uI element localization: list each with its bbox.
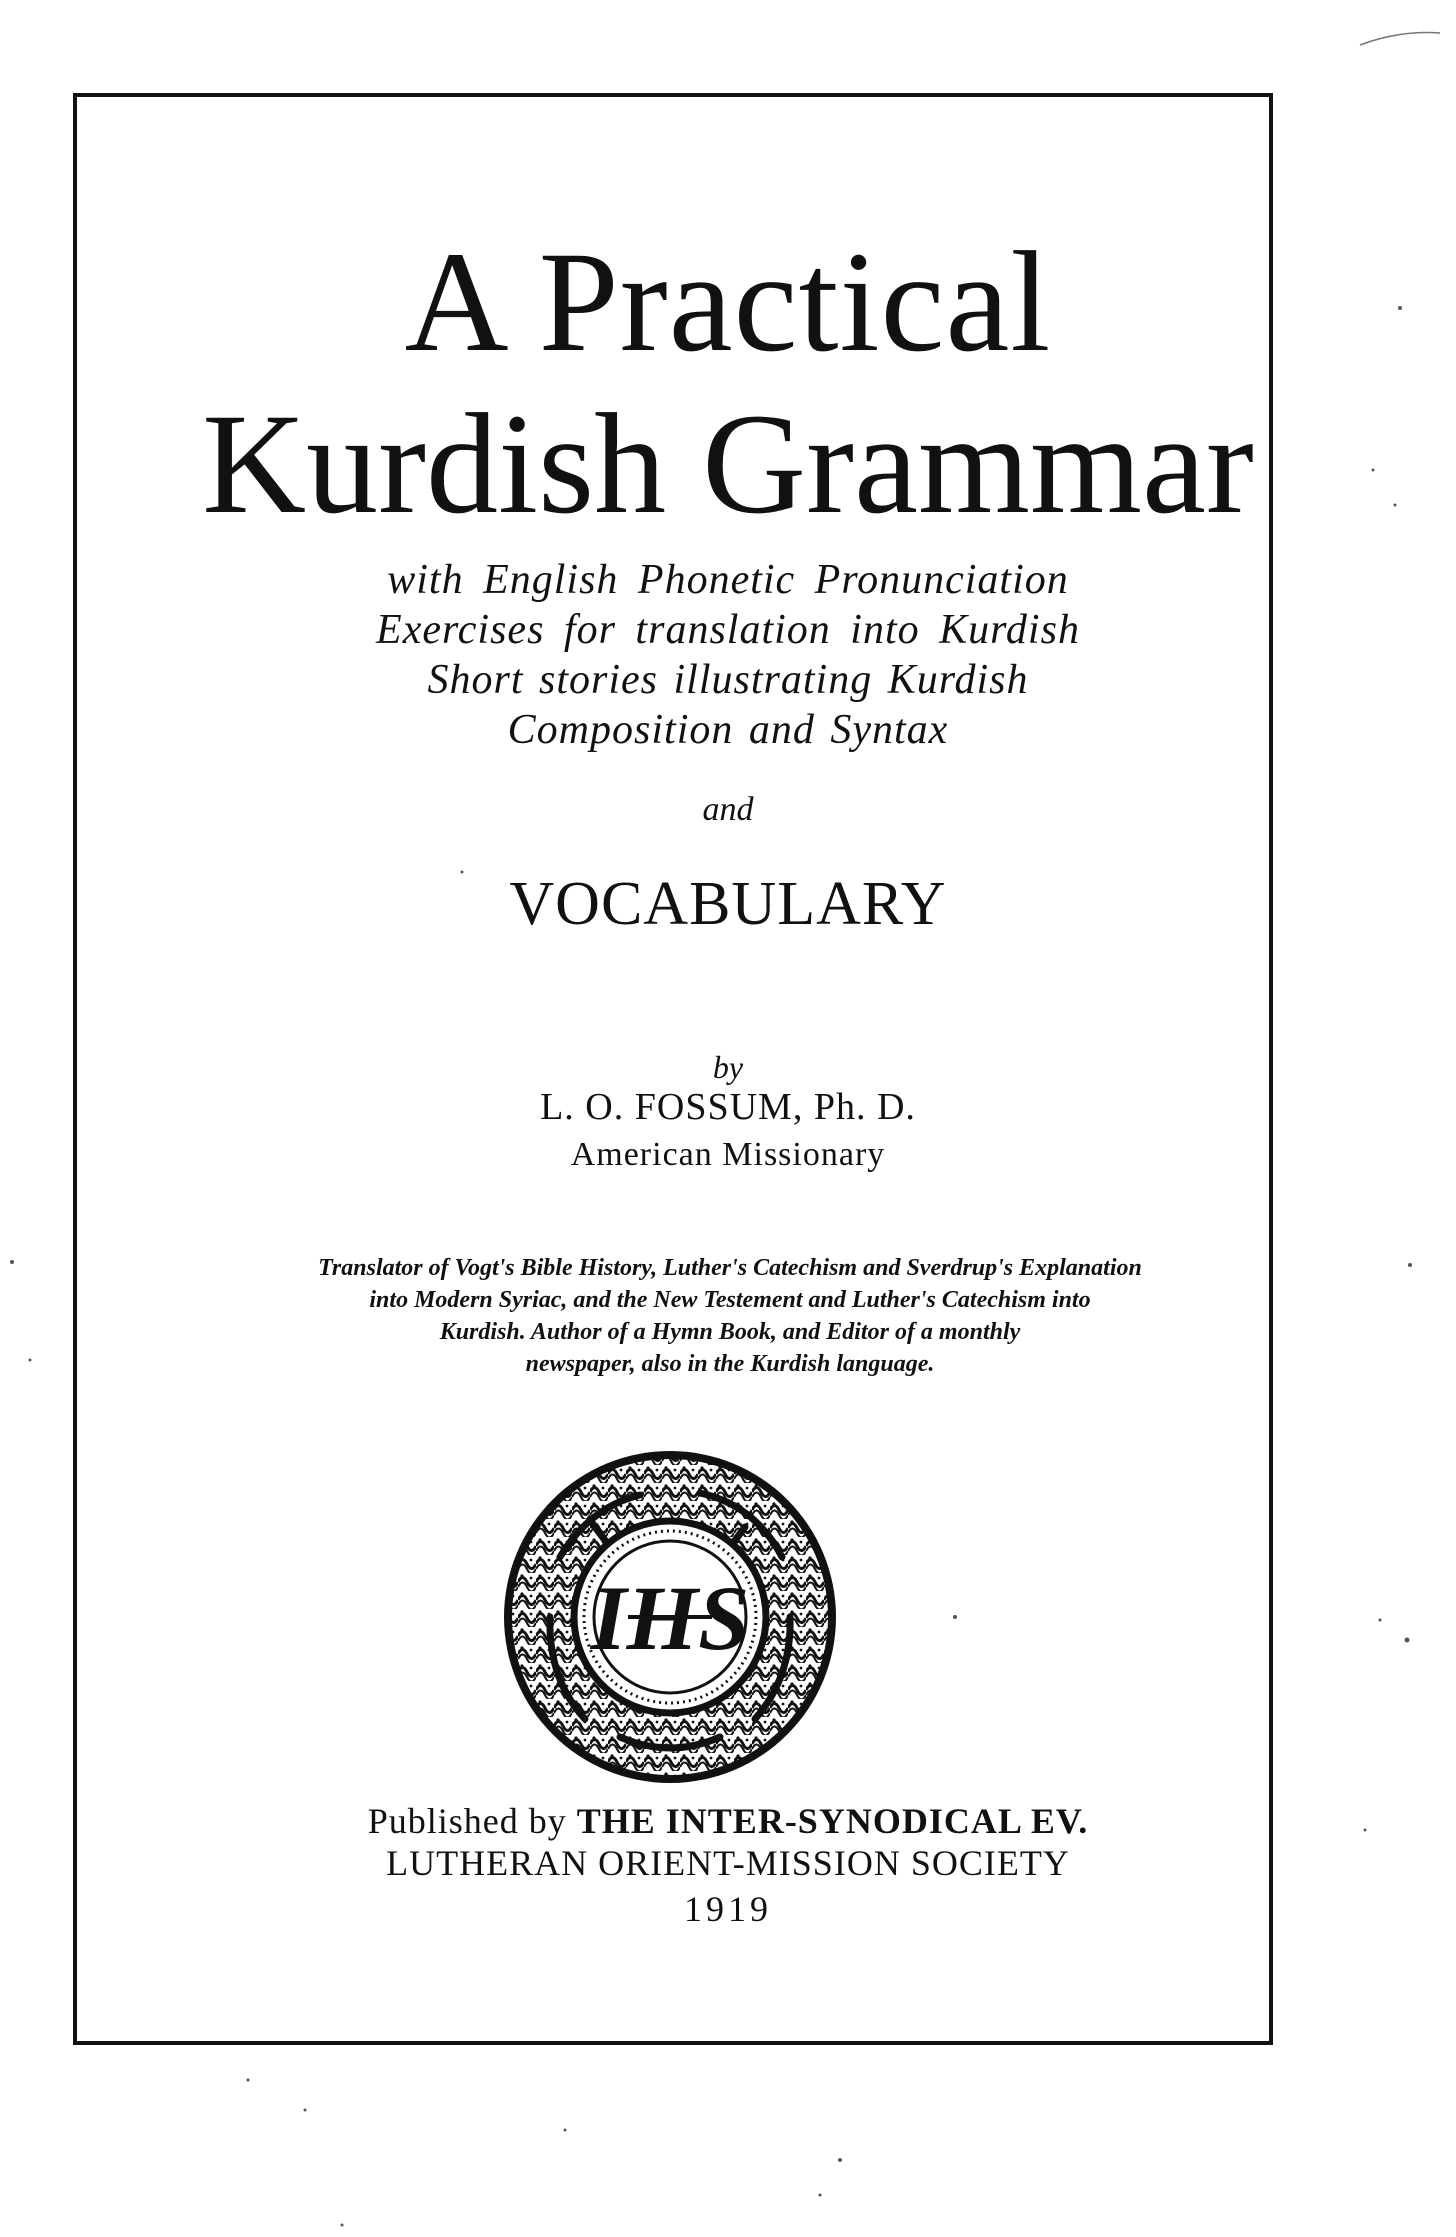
ihs-monogram-seal-icon (500, 1447, 840, 1787)
ihs-monogram-text: IHS (590, 1567, 750, 1669)
publisher-name-part-1: THE INTER-SYNODICAL EV. (576, 1801, 1089, 1841)
subtitle-line-4: Composition and Syntax (507, 707, 949, 753)
credits-line-4: newspaper, also in the Kurdish language. (525, 1351, 935, 1377)
subtitle-line-3: Short stories illustrating Kurdish (427, 657, 1029, 703)
author-role: American Missionary (570, 1136, 886, 1173)
publisher-line-2: LUTHERAN ORIENT-MISSION SOCIETY (386, 1843, 1070, 1883)
book-title-line-2: Kurdish Grammar (202, 385, 1254, 544)
subtitle-line-2: Exercises for translation into Kurdish (376, 607, 1080, 653)
publisher-prefix: Published by (367, 1801, 577, 1841)
conjunction-and: and (702, 791, 754, 828)
publication-year: 1919 (684, 1889, 772, 1929)
author-credits (140, 1252, 1320, 1380)
subtitle-line-1: with English Phonetic Pronunciation (387, 557, 1069, 603)
vocabulary-heading: VOCABULARY (509, 870, 947, 938)
author-name: L. O. FOSSUM, Ph. D. (540, 1086, 916, 1128)
credits-line-2: into Modern Syriac, and the New Testement and Luther's Catechism into (369, 1287, 1091, 1313)
byline-by: by (712, 1049, 744, 1085)
credits-line-1: Translator of Vogt's Bible History, Luther's Catechism and Sverdrup's Explanation (318, 1255, 1142, 1281)
book-title-line-1: A Practical (404, 223, 1052, 382)
publisher-line-1 (0, 1800, 1456, 1842)
credits-line-3: Kurdish. Author of a Hymn Book, and Editor of a monthly (439, 1319, 1021, 1345)
